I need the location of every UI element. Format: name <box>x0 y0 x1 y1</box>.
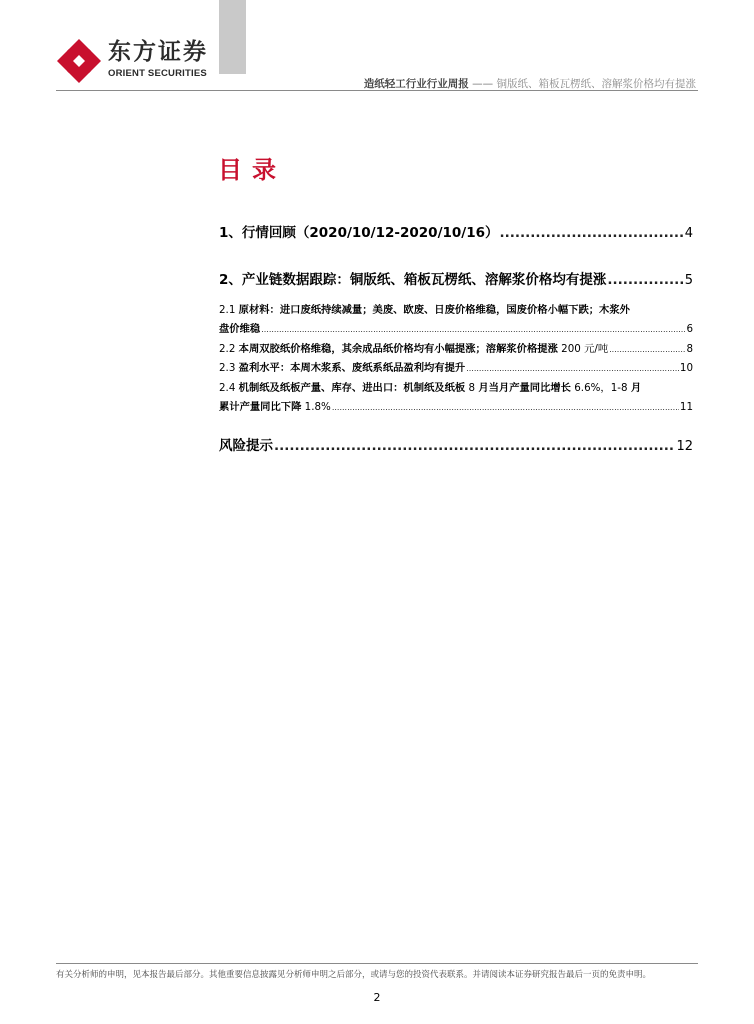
toc-subentry-text: 盈利水平：本周木浆系、废纸系纸品盈利均有提升 <box>238 362 466 374</box>
toc-entry-page: 12 <box>676 439 693 454</box>
toc-leader-dots <box>274 438 675 454</box>
toc-subentry-page: 6 <box>686 323 693 335</box>
report-title: 造纸轻工行业行业周报 <box>363 78 469 90</box>
page-number: 2 <box>373 991 381 1004</box>
toc-title: 目录 <box>218 156 286 184</box>
toc-subentry-page: 11 <box>679 401 693 413</box>
toc-subentry-2-1-line1[interactable] <box>219 301 693 316</box>
toc-subentry-2-1-line2[interactable] <box>219 320 693 335</box>
toc-leader-dots <box>500 225 684 241</box>
toc-subentry-num: 2.1 <box>219 304 236 316</box>
toc-subentry-text: 本周双胶纸价格维稳，其余成品纸价格均有小幅提涨；溶解浆价格提涨 <box>238 343 558 355</box>
toc-entry-text: 风险提示 <box>219 438 273 454</box>
header-divider <box>56 90 698 91</box>
logo-name-en: ORIENT SECURITIES <box>108 68 207 79</box>
report-subtitle: 铜版纸、箱板瓦楞纸、溶解浆价格均有提涨 <box>496 78 696 90</box>
toc-leader-dots <box>332 403 679 412</box>
toc-subentry-text: 原材料：进口废纸持续减量；美废、欧废、日废价格维稳，国废价格小幅下跌；木浆外 <box>238 304 630 316</box>
toc-leader-dots <box>609 345 685 354</box>
toc-subentry-text: 6.6%，1-8 <box>570 382 631 394</box>
toc-entry-1[interactable] <box>219 221 693 241</box>
toc-subentry-text: 8 <box>465 382 479 394</box>
logo-name-cn: 东方证券 <box>108 39 208 65</box>
footer-disclaimer: 有关分析师的申明，见本报告最后部分。其他重要信息披露见分析师申明之后部分，或请与您的投资代表联系。并请阅读本证券研究报告最后一页的免责申明。 <box>56 970 652 980</box>
header-accent-bar <box>219 0 246 74</box>
toc-subentry-text: 月当月产量同比增长 <box>478 382 571 394</box>
orient-logo-icon <box>56 38 102 84</box>
toc-subentry-page: 10 <box>679 362 693 374</box>
toc-entry-risk[interactable] <box>219 434 693 454</box>
toc-subentry-page: 8 <box>686 343 693 355</box>
toc-subentry-num: 2.3 <box>219 362 236 374</box>
toc-subentry-text: 盘价维稳 <box>219 323 261 335</box>
toc-entry-page: 4 <box>684 226 693 241</box>
header-dash: —— <box>472 78 494 90</box>
toc-leader-dots <box>607 272 683 288</box>
toc-entry-text: 1、行情回顾（2020/10/12-2020/10/16） <box>219 225 499 241</box>
footer-divider <box>56 963 698 964</box>
toc-entry-2[interactable] <box>219 268 693 288</box>
toc-leader-dots <box>466 364 679 373</box>
toc-subentry-text: 机制纸及纸板产量、库存、进出口：机制纸及纸板 <box>238 382 466 394</box>
toc-subentry-num: 2.2 <box>219 343 236 355</box>
toc-subentry-text: 1.8% <box>301 401 331 413</box>
toc-subentry-2-4-line2[interactable] <box>219 398 693 413</box>
toc-subentry-2-4-line1[interactable] <box>219 379 693 394</box>
toc-subentry-2-3[interactable] <box>219 359 693 374</box>
report-header <box>364 76 696 91</box>
toc-subentry-text-tail: 200 元/吨 <box>557 343 609 355</box>
toc-subentry-2-2[interactable] <box>219 340 693 355</box>
toc-entry-page: 5 <box>684 273 693 288</box>
toc-subentry-text: 月 <box>630 382 642 394</box>
toc-subentry-text: 累计产量同比下降 <box>219 401 302 413</box>
company-logo <box>56 38 208 84</box>
toc-subentry-num: 2.4 <box>219 382 236 394</box>
toc-leader-dots <box>261 325 685 334</box>
toc-entry-text: 2、产业链数据跟踪：铜版纸、箱板瓦楞纸、溶解浆价格均有提涨 <box>219 272 607 288</box>
